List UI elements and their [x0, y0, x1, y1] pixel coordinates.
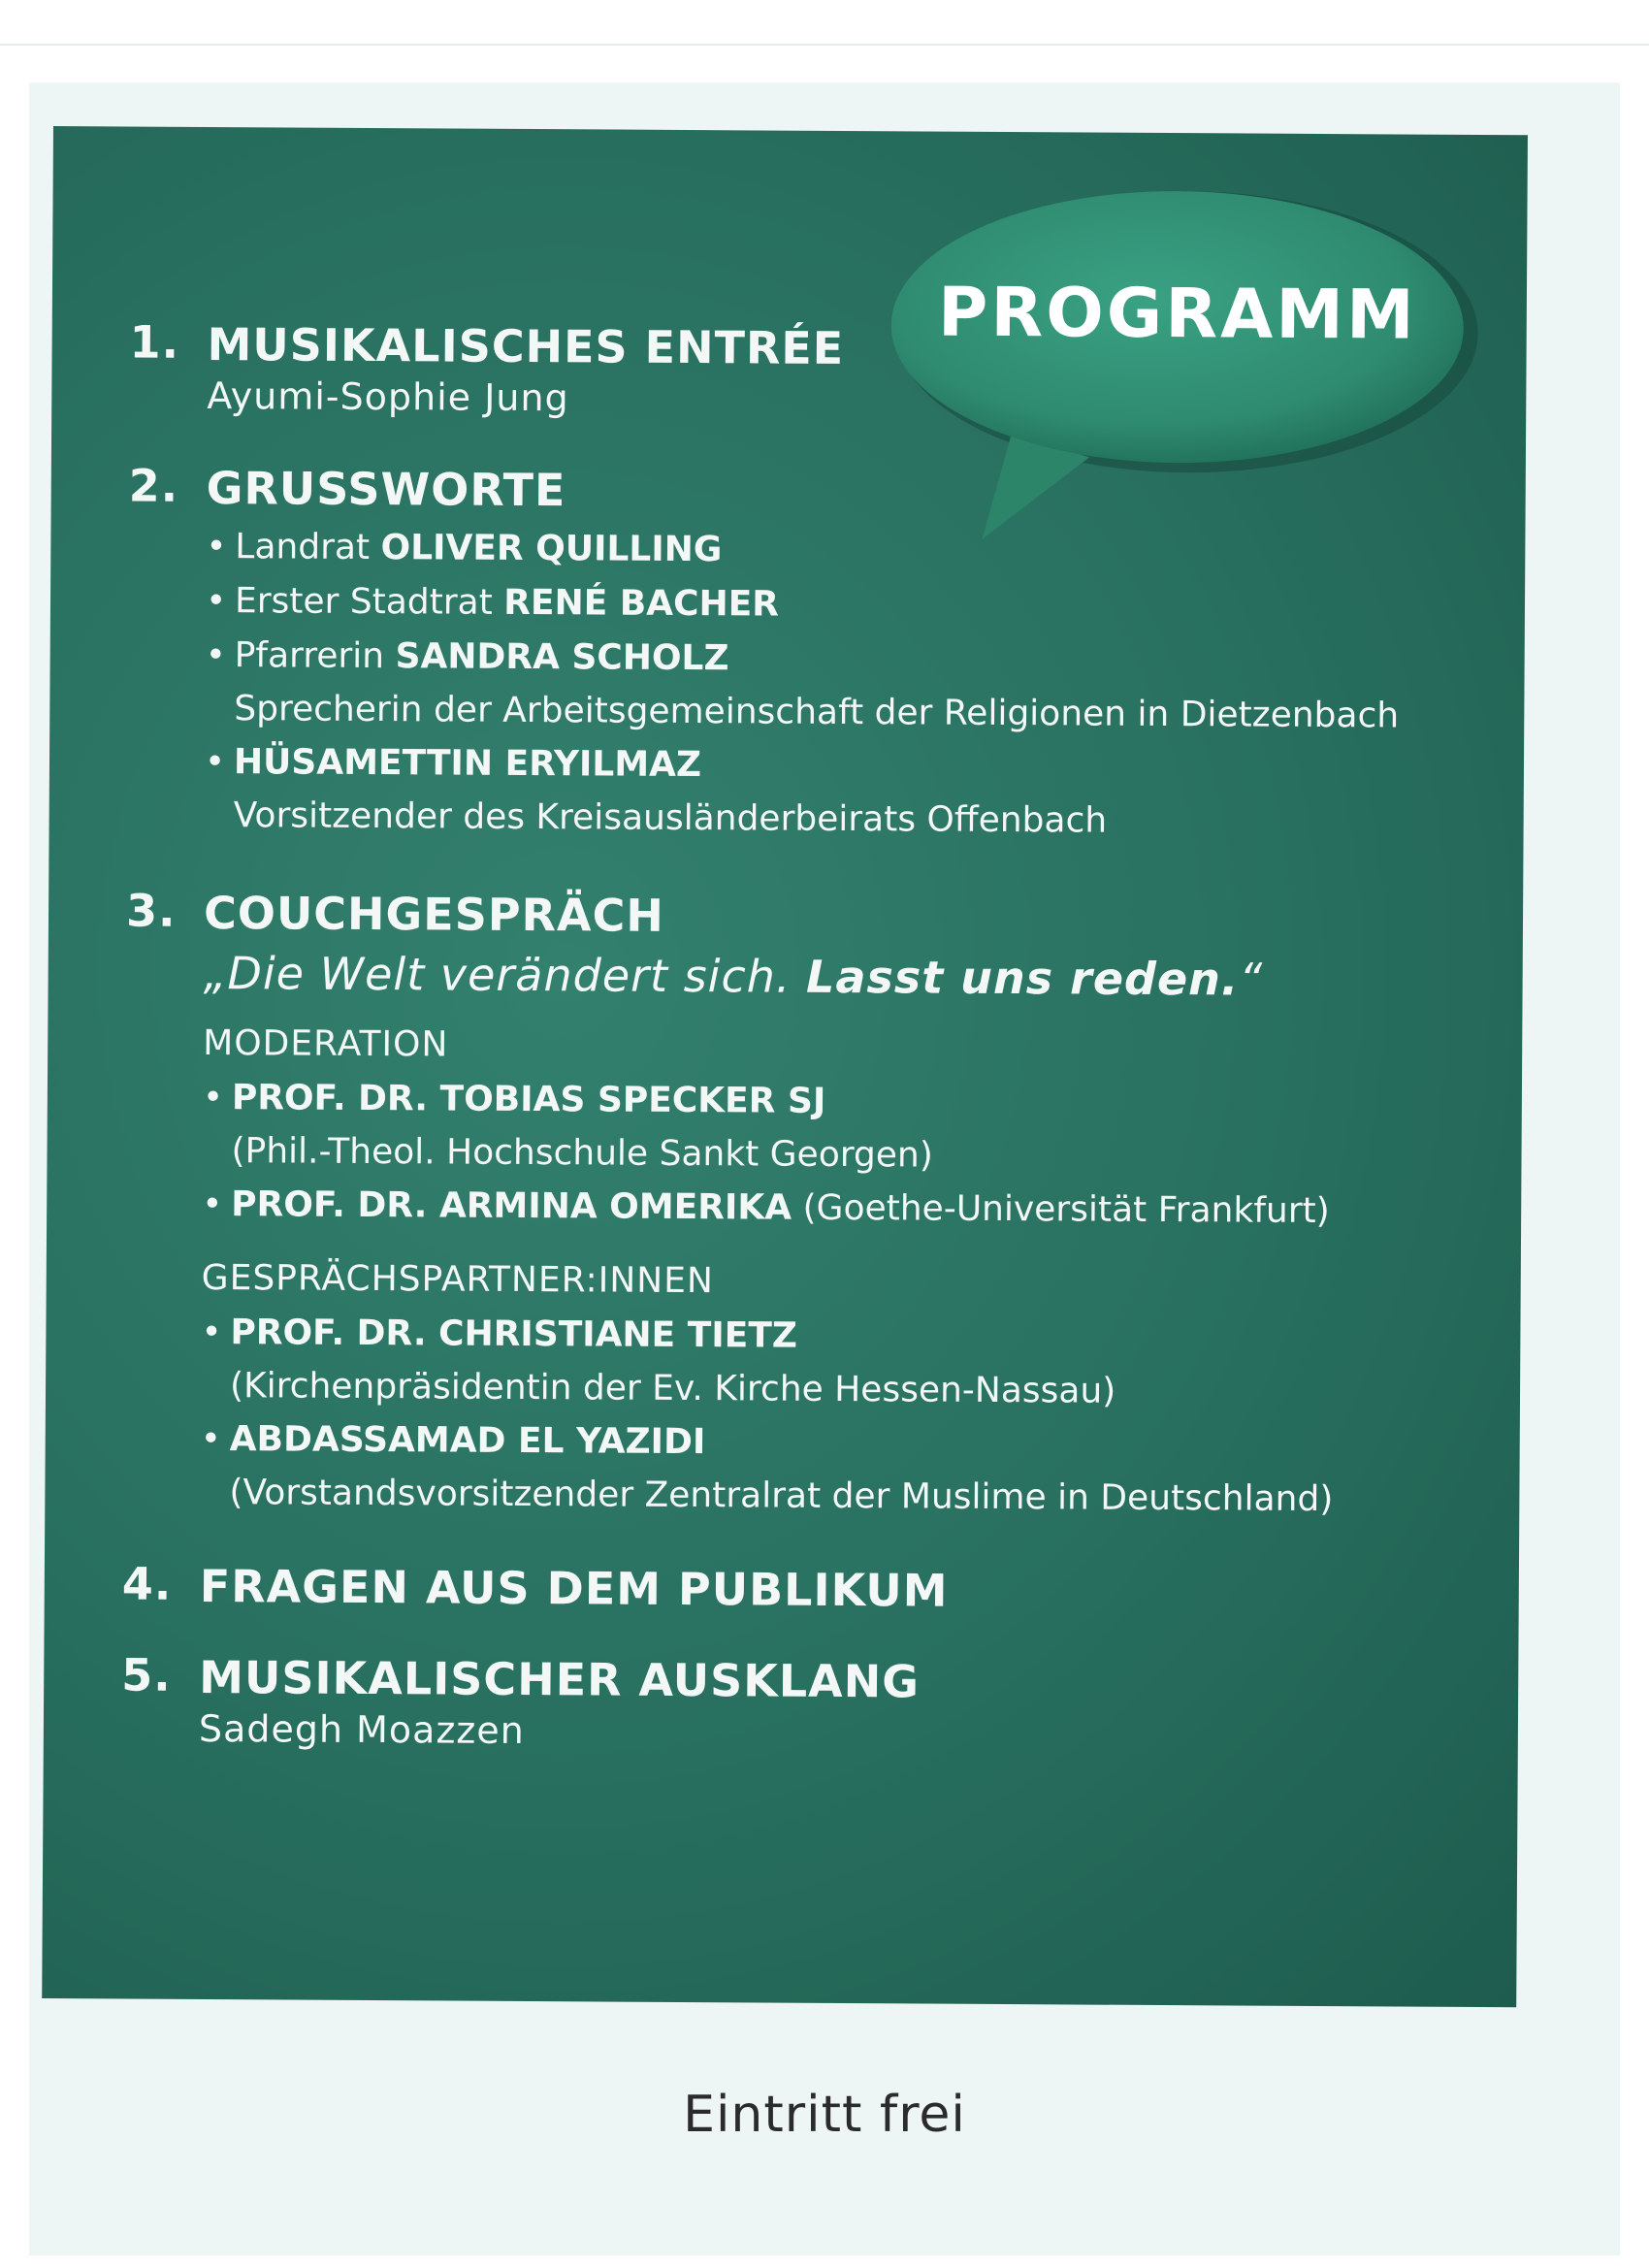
bullet: •: [201, 1312, 222, 1353]
admission-note: Eintritt frei: [683, 2086, 966, 2144]
item-number: 3.: [125, 884, 177, 937]
program-item-3: [122, 884, 1528, 1527]
partner-entry: [201, 1306, 1528, 1420]
item-number: 1.: [129, 315, 180, 369]
bullet: •: [206, 526, 227, 567]
speaker-entry: [206, 574, 1528, 636]
moderator-name: PROF. DR. TOBIAS SPECKER SJ: [231, 1078, 826, 1121]
partner-affiliation: (Kirchenpräsidentin der Ev. Kirche Hessen-Nassau): [229, 1366, 1116, 1411]
item-heading: COUCHGESPRÄCH: [203, 886, 664, 942]
item-heading: FRAGEN AUS DEM PUBLIKUM: [199, 1559, 949, 1617]
speaker-description: Vorsitzender des Kreisausländerbeirats Offenbach: [233, 795, 1108, 841]
item-heading: MUSIKALISCHES ENTRÉE: [207, 317, 845, 374]
program-item-4: [122, 1557, 1528, 1622]
speaker-name: RENÉ BACHER: [503, 582, 780, 625]
partners-label: GESPRÄCHSPARTNER:INNEN: [201, 1257, 714, 1302]
partner-name: PROF. DR. CHRISTIANE TIETZ: [230, 1312, 798, 1356]
speaker-entry: [204, 735, 1527, 850]
speaker-description: Sprecherin der Arbeitsgemeinschaft der Religionen in Dietzenbach: [234, 689, 1400, 736]
bullet: •: [204, 741, 226, 783]
bullet: •: [202, 1077, 224, 1118]
performer: Ayumi-Sophie Jung: [207, 373, 569, 420]
speaker-name: SANDRA SCHOLZ: [395, 636, 729, 679]
moderator-affiliation: (Goethe-Universität Frankfurt): [802, 1187, 1330, 1232]
item-heading: MUSIKALISCHER AUSKLANG: [199, 1650, 921, 1708]
quote-bold: Lasst uns reden.: [805, 950, 1240, 1006]
partner-affiliation: (Vorstandsvorsitzender Zentralrat der Muslime in Deutschland): [229, 1473, 1334, 1520]
bullet: •: [200, 1418, 222, 1460]
speaker-entry: [206, 520, 1528, 582]
partner-name: ABDASSAMAD EL YAZIDI: [229, 1419, 706, 1463]
program-list: [121, 315, 1528, 1760]
paper-edge-line: [0, 44, 1649, 46]
item-number: 5.: [121, 1648, 172, 1701]
speaker-role: Pfarrerin: [234, 635, 385, 677]
program-item-5: [121, 1648, 1528, 1760]
quote-close: “: [1239, 953, 1264, 1006]
bullet: •: [202, 1183, 223, 1225]
item-number: 4.: [121, 1557, 173, 1610]
partner-entry: [200, 1412, 1528, 1527]
item-number: 2.: [128, 459, 179, 512]
item-heading: GRUSSWORTE: [206, 461, 566, 517]
speaker-name: HÜSAMETTIN ERYILMAZ: [233, 742, 702, 786]
speaker-name: OLIVER QUILLING: [380, 528, 723, 570]
program-item-1: [129, 315, 1528, 427]
moderator-affiliation: (Phil.-Theol. Hochschule Sankt Georgen): [231, 1131, 933, 1176]
program-title: PROGRAMM: [937, 272, 1417, 355]
moderator-entry: [202, 1178, 1528, 1240]
speaker-role: Landrat: [235, 527, 371, 567]
speaker-role: Erster Stadtrat: [234, 581, 493, 623]
moderator-entry: [202, 1071, 1528, 1185]
discussion-quote: [203, 941, 1528, 1013]
bullet: •: [205, 580, 227, 622]
performer: Sadegh Moazzen: [198, 1706, 525, 1752]
quote-regular: „Die Welt verändert sich.: [203, 946, 792, 1003]
program-item-2: [126, 459, 1527, 850]
moderation-label: MODERATION: [203, 1022, 449, 1065]
bullet: •: [205, 634, 227, 676]
moderator-name: PROF. DR. ARMINA OMERIKA: [231, 1184, 792, 1228]
program-panel: [42, 126, 1528, 2007]
speaker-entry: [205, 629, 1528, 743]
